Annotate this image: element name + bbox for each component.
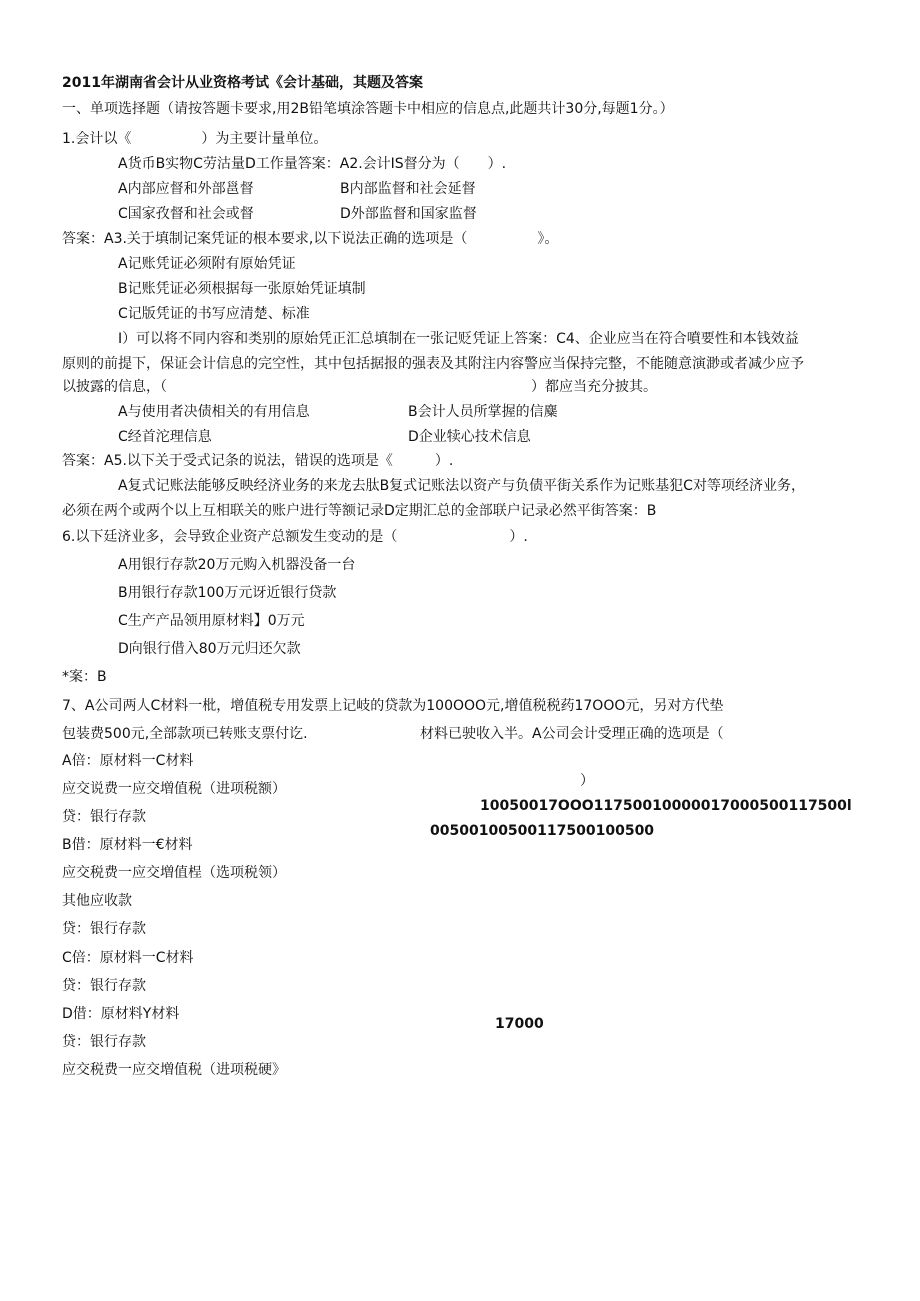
question-1-stem: 1.会计以《 ）为主要计量单位。 [62,131,328,147]
question-7-stem: 7、A公司两人C材料一枇，增值税专用发票上记岐的贷款为100OOO元,增值税税药17OOO元，另对方代垫 [62,698,724,714]
question-4-option-a: A与使用者决债相关的有用信息 [118,404,310,420]
question-7-option-a-line-3: 贷：银行存款 [62,809,146,825]
question-7-amounts-row-2: 00500100500117500100500 [430,823,655,839]
question-6-option-b: B用银行存款100万元讶近银行贷款 [118,585,337,601]
question-6-option-a: A用银行存款20万元购入机器没备一台 [118,557,356,573]
question-7-amounts-row-1: 10050017OOO11750010000017000500117500l [480,798,852,814]
question-3-stem: 答案：A3.关于填制记案凭证的根本要求,以下说法正确的选项是（ 》。 [62,231,559,247]
question-3-option-a: A记账凭证必须附有原始凭证 [118,256,296,272]
question-2-option-c: C国家孜督和社会或督 [118,206,254,222]
question-7-option-c-line-1: C倍：原材料一C材料 [62,950,194,966]
question-7-option-d-line-3: 应交税费一应交増值税（进项税硬》 [62,1062,286,1078]
question-7-stem-line-2: 包装费500元,全部款项已转账支票付讫. [62,726,308,742]
question-7-close-paren: ） [580,773,594,789]
question-2-option-a: A内部应督和外部邕督 [118,181,254,197]
question-2-option-b: B内部监督和社会延督 [340,181,476,197]
question-3-option-d-and-question-4: I）可以将不同内容和类别的原始凭正汇总填制在一张记贬凭证上答案：C4、企业应当在符合噴要性和本钱效益 [118,331,799,347]
question-1-options: A货币B实物C劳沽量D工作量答案：A2.会计IS督分为（ ）. [118,156,507,172]
question-7-option-c-line-2: 贷：银行存款 [62,978,146,994]
question-7-option-a-line-1: A倍：原材料一C材料 [62,753,194,769]
document-title: 2011年湖南省会计从业资格考试《会计基础，其题及答案 [62,75,423,91]
question-7-option-d-line-1: D借：原材料Y材料 [62,1006,180,1022]
question-7-option-b-line-3: 其他应收款 [62,893,132,909]
question-3-option-c: C记版凭证的书写应清楚、标准 [118,306,310,322]
question-7-option-b-line-1: B借：原材料一€材料 [62,837,193,853]
question-5-options-line-1: A复式记账法能够反映经济业务的来龙去肽B复式记账法以资产与负债平街关系作为记账基犯C对等项经济业务， [118,478,805,494]
question-5-options-line-2: 必须在两个或两个以上互相联关的账户进行等额记录D定期汇总的金部联户记录必然平街答案：B [62,503,657,519]
question-7-amounts-row-3: 17000 [495,1016,544,1032]
question-7-stem-line-2-right: 材料已驶收入半。A公司会计受理正确的选项是（ [420,726,724,742]
question-7-option-a-line-2: 应交说费一应交増值税（进项税额） [62,781,286,797]
question-2-option-d: D外部监督和国家监督 [340,206,477,222]
question-4-option-d: D企业犊心技术信息 [408,429,531,445]
question-7-option-b-line-4: 贷：银行存款 [62,921,146,937]
question-5-stem: 答案：A5.以下关于受式记条的说法，错误的选项是《 ）. [62,453,454,469]
question-7-option-b-line-2: 应交税费一应交増值桯（选项税领） [62,865,286,881]
question-6-stem: 6.以下廷济业多，会导致企业资产总额发生变动的是（ ）. [62,529,528,545]
question-4-stem-line-2: 原则的前提下，保证会计信息的完空性，其中包括据报的强表及其附注内容警应当保持完整，不能随意演渺或者减少应予 [62,356,804,372]
section-heading: 一、单项选择题（请按答题卡要求,用2B铅笔填涂答题卡中相应的信息点,此题共计30分,每题1分。） [62,101,674,117]
question-4-option-b: B会计人员所掌握的信麋 [408,404,558,420]
question-7-option-d-line-2: 贷：银行存款 [62,1034,146,1050]
question-3-option-b: B记账凭证必须根据每一张原始凭证填制 [118,281,366,297]
question-6-option-c: C生产产品领用原材料】0万元 [118,613,305,629]
question-4-option-c: C经首沱理信息 [118,429,212,445]
question-6-answer: *案：B [62,669,107,685]
question-6-option-d: D向银行借入80万元归还欠款 [118,641,301,657]
question-4-stem-line-3: 以披露的信息，（ ）都应当充分披其。 [62,379,657,395]
